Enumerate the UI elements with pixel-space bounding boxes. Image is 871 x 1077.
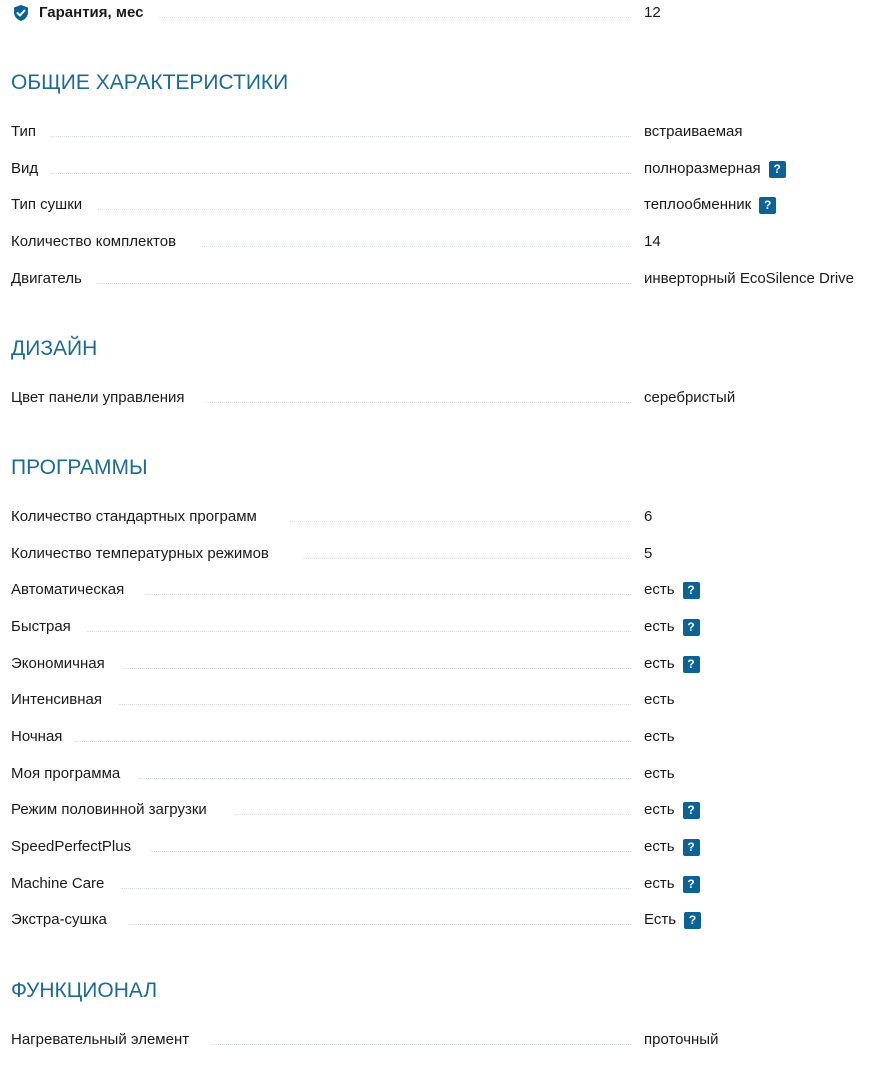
spec-value <box>644 158 786 180</box>
spec-row <box>11 763 871 785</box>
spec-row <box>11 543 871 565</box>
help-icon[interactable]: ? <box>683 619 700 636</box>
dotted-leader <box>123 668 631 669</box>
dotted-leader <box>121 888 631 889</box>
spec-value-text: встраиваемая <box>644 123 743 140</box>
dotted-leader <box>51 136 631 137</box>
dotted-leader <box>151 851 631 852</box>
spec-value <box>644 836 700 858</box>
spec-row <box>11 836 871 858</box>
spec-row <box>11 799 871 821</box>
section-title-functional: ФУНКЦИОНАЛ <box>11 979 158 1002</box>
section-title-programs: ПРОГРАММЫ <box>11 456 148 479</box>
spec-label: Нагревательный элемент <box>11 1031 190 1048</box>
spec-value-text: есть <box>644 728 675 745</box>
help-icon[interactable]: ? <box>683 656 700 673</box>
spec-value <box>644 653 700 675</box>
dotted-leader <box>51 173 631 174</box>
spec-label: SpeedPerfectPlus <box>11 838 132 855</box>
spec-value-text: есть <box>644 801 675 818</box>
spec-value-text: есть <box>644 655 675 672</box>
dotted-leader <box>235 814 631 815</box>
spec-row <box>11 689 871 711</box>
spec-label: Вид <box>11 160 39 177</box>
spec-row-warranty <box>11 2 871 24</box>
spec-row <box>11 873 871 895</box>
spec-label: Ночная <box>11 728 63 745</box>
dotted-leader <box>211 1044 631 1045</box>
dotted-leader <box>87 631 631 632</box>
spec-value <box>644 543 652 565</box>
dotted-leader <box>97 283 631 284</box>
dotted-leader <box>202 246 631 247</box>
spec-row <box>11 1029 871 1051</box>
spec-label: Тип сушки <box>11 196 83 213</box>
section-title-general: ОБЩИЕ ХАРАКТЕРИСТИКИ <box>11 71 289 94</box>
spec-label: Machine Care <box>11 875 105 892</box>
spec-value-text: теплообменник <box>644 196 752 213</box>
spec-label-wrap <box>12 2 143 24</box>
spec-label: Быстрая <box>11 618 71 635</box>
spec-value-text: есть <box>644 838 675 855</box>
spec-row <box>11 726 871 748</box>
spec-value-text: 6 <box>644 508 653 525</box>
spec-row <box>11 231 871 253</box>
spec-row <box>11 579 871 601</box>
spec-value-text: полноразмерная <box>644 160 761 177</box>
spec-label: Гарантия, мес <box>39 4 144 21</box>
spec-value <box>644 799 700 821</box>
help-icon[interactable]: ? <box>683 876 700 893</box>
spec-row <box>11 909 871 931</box>
help-icon[interactable]: ? <box>683 582 700 599</box>
help-icon[interactable]: ? <box>683 839 700 856</box>
spec-value-text: проточный <box>644 1031 719 1048</box>
spec-value <box>644 268 854 290</box>
help-icon[interactable]: ? <box>684 912 701 929</box>
spec-label: Количество комплектов <box>11 233 177 250</box>
dotted-leader <box>97 209 631 210</box>
section-title-design: ДИЗАЙН <box>11 337 98 360</box>
spec-label: Тип <box>11 123 37 140</box>
spec-value-text: есть <box>644 618 675 635</box>
spec-label: Автоматическая <box>11 581 125 598</box>
spec-value <box>644 579 700 601</box>
spec-value-text: инверторный EcoSilence Drive <box>644 270 855 287</box>
spec-row <box>11 616 871 638</box>
shield-check-icon <box>12 4 30 22</box>
dotted-leader <box>139 778 631 779</box>
spec-row <box>11 194 871 216</box>
spec-label: Моя программа <box>11 765 121 782</box>
spec-label: Количество стандартных программ <box>11 508 257 525</box>
spec-value <box>644 506 652 528</box>
help-icon[interactable]: ? <box>683 802 700 819</box>
spec-label: Количество температурных режимов <box>11 545 269 562</box>
dotted-leader <box>206 402 631 403</box>
spec-value-text: есть <box>644 765 675 782</box>
spec-row <box>11 387 871 409</box>
spec-row <box>11 158 871 180</box>
spec-value-text: есть <box>644 691 675 708</box>
spec-value <box>644 616 700 638</box>
spec-value-text: 14 <box>644 233 661 250</box>
dotted-leader <box>303 558 631 559</box>
spec-value-text: Есть <box>644 911 677 928</box>
spec-value <box>644 909 701 931</box>
spec-label: Экстра-сушка <box>11 911 107 928</box>
spec-label: Цвет панели управления <box>11 389 185 406</box>
spec-value <box>644 1029 718 1051</box>
spec-row <box>11 653 871 675</box>
spec-label: Режим половинной загрузки <box>11 801 207 818</box>
spec-value <box>644 121 743 143</box>
spec-label: Экономичная <box>11 655 105 672</box>
spec-row <box>11 121 871 143</box>
dotted-leader <box>119 704 631 705</box>
dotted-leader <box>289 521 631 522</box>
spec-value <box>644 726 675 748</box>
spec-value-text: 5 <box>644 545 653 562</box>
spec-value-text: есть <box>644 875 675 892</box>
spec-row <box>11 506 871 528</box>
spec-value <box>644 231 661 253</box>
help-icon[interactable]: ? <box>769 161 786 178</box>
dotted-leader <box>75 741 631 742</box>
dotted-leader <box>145 594 631 595</box>
spec-label: Интенсивная <box>11 691 102 708</box>
spec-value <box>644 194 776 216</box>
spec-value <box>644 763 675 785</box>
dotted-leader <box>159 17 631 18</box>
spec-value <box>644 873 700 895</box>
spec-value-text: есть <box>644 581 675 598</box>
dotted-leader <box>129 924 631 925</box>
spec-value-text: серебристый <box>644 389 736 406</box>
help-icon[interactable]: ? <box>759 197 776 214</box>
spec-value <box>644 2 661 24</box>
spec-value <box>644 387 735 409</box>
spec-value <box>644 689 675 711</box>
spec-row <box>11 268 871 290</box>
spec-label: Двигатель <box>11 270 82 287</box>
spec-value-text: 12 <box>644 4 661 21</box>
